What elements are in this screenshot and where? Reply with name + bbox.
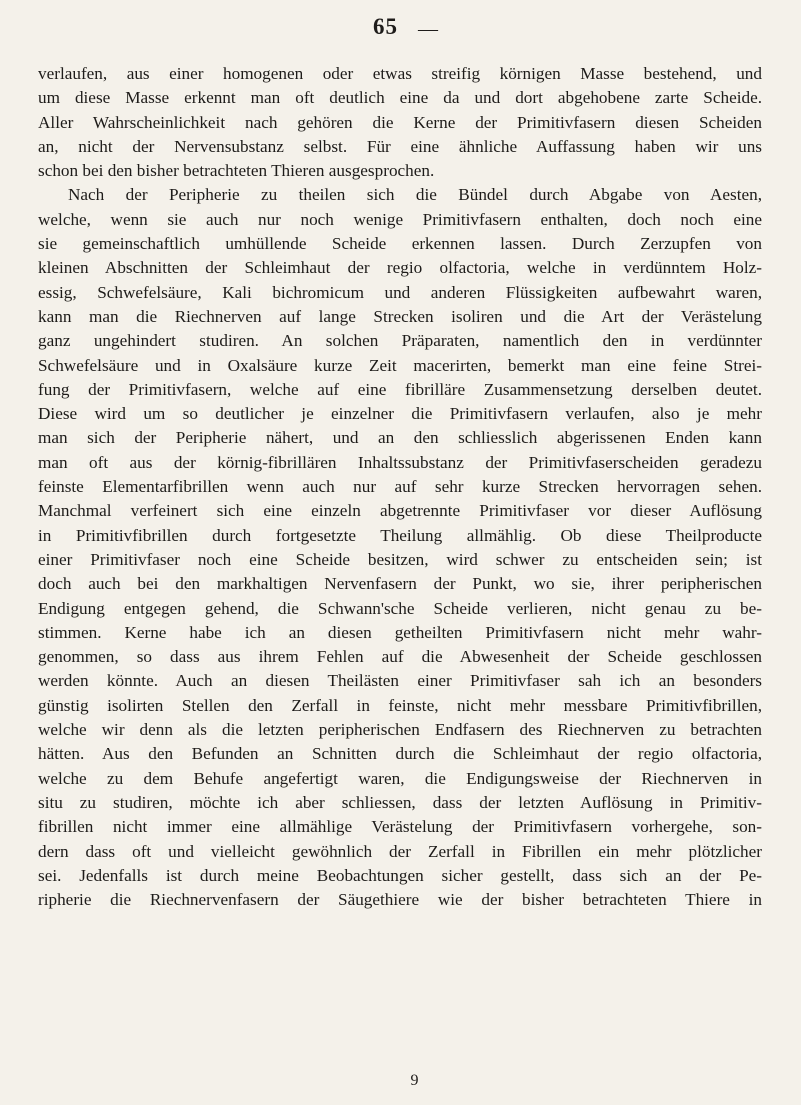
text-line: Schwefelsäure und in Oxalsäure kurze Zeit macerirten, bemerkt man eine feine Strei- — [38, 355, 762, 375]
signature-mark: 9 — [410, 1072, 419, 1089]
text-line: situ zu studiren, möchte ich aber schliessen, dass der letzten Auflösung in Primitiv- — [38, 792, 762, 812]
text-line: Nach der Peripherie zu theilen sich die Bündel durch Abgabe von Aesten, — [68, 185, 762, 205]
text-line: schon bei den bisher betrachteten Thieren ausgesprochen. — [38, 161, 435, 181]
text-line: man sich der Peripherie nähert, und an den schliesslich abgerissenen Enden kann — [38, 428, 762, 448]
header-dash: — — [418, 18, 438, 40]
text-line: ripherie die Riechnervenfasern der Säugethiere wie der bisher betrachteten Thiere in — [38, 890, 762, 910]
text-line: kann man die Riechnerven auf lange Strecken isoliren und die Art der Verästelung — [38, 306, 762, 326]
text-line: kleinen Abschnitten der Schleimhaut der regio olfactoria, welche in verdünntem Holz- — [38, 258, 762, 278]
text-line: feinste Elementarfibrillen wenn auch nur auf sehr kurze Strecken hervorragen sehen. — [38, 477, 762, 497]
body-text — [38, 62, 762, 912]
text-line: Diese wird um so deutlicher je einzelner die Primitivfasern verlaufen, also je mehr — [38, 404, 762, 424]
text-line: werden könnte. Auch an diesen Theilästen einer Primitivfaser sah ich an besonders — [38, 671, 762, 691]
text-line: essig, Schwefelsäure, Kali bichromicum und anderen Flüssigkeiten aufbewahrt waren, — [38, 282, 762, 302]
text-line: fung der Primitivfasern, welche auf eine fibrilläre Zusammensetzung derselben deutet. — [38, 379, 762, 399]
text-line: man oft aus der körnig-fibrillären Inhaltssubstanz der Primitivfaserscheiden geradezu — [38, 452, 762, 472]
text-line: in Primitivfibrillen durch fortgesetzte Theilung allmählig. Ob diese Theilproducte — [38, 525, 762, 545]
text-line: verlaufen, aus einer homogenen oder etwas streifig körnigen Masse bestehend, und — [38, 64, 762, 83]
page-number: 65 — [373, 14, 398, 39]
text-line: welche, wenn sie auch nur noch wenige Primitivfasern enthalten, doch noch eine — [38, 209, 762, 229]
text-line: ganz ungehindert studiren. An solchen Präparaten, namentlich den in verdünnter — [38, 331, 762, 351]
text-line: an, nicht der Nervensubstanz selbst. Für eine ähnliche Auffassung haben wir uns — [38, 136, 762, 156]
text-line: doch auch bei den markhaltigen Nervenfasern der Punkt, wo sie, ihrer peripherischen — [38, 574, 762, 594]
text-line: sei. Jedenfalls ist durch meine Beobachtungen sicher gestellt, dass sich an der Pe- — [38, 865, 762, 885]
text-line: um diese Masse erkennt man oft deutlich eine da und dort abgehobene zarte Scheide. — [38, 88, 762, 108]
text-line: welche wir denn als die letzten peripherischen Endfasern des Riechnerven zu betrachten — [38, 720, 762, 740]
text-line: sie gemeinschaftlich umhüllende Scheide erkennen lassen. Durch Zerzupfen von — [38, 234, 762, 254]
text-line: dern dass oft und vielleicht gewöhnlich der Zerfall in Fibrillen ein mehr plötzlicher — [38, 841, 762, 861]
page-header — [0, 8, 801, 48]
text-line: stimmen. Kerne habe ich an diesen getheilten Primitivfasern nicht mehr wahr- — [38, 622, 762, 642]
text-line: günstig isolirten Stellen den Zerfall in feinste, nicht mehr messbare Primitivfibrillen, — [38, 695, 762, 715]
text-line: genommen, so dass aus ihrem Fehlen auf die Abwesenheit der Scheide geschlossen — [38, 647, 762, 667]
text-line: Aller Wahrscheinlichkeit nach gehören die Kerne der Primitivfasern diesen Scheiden — [38, 112, 762, 132]
text-line: Endigung entgegen gehend, die Schwann'sche Scheide verlieren, nicht genau zu be- — [38, 598, 762, 618]
text-line: fibrillen nicht immer eine allmählige Verästelung der Primitivfasern vorhergehe, son- — [38, 817, 762, 837]
text-line: hätten. Aus den Befunden an Schnitten durch die Schleimhaut der regio olfactoria, — [38, 744, 762, 764]
text-line: Manchmal verfeinert sich eine einzeln abgetrennte Primitivfaser vor dieser Auflösung — [38, 501, 762, 521]
text-line: welche zu dem Behufe angefertigt waren, die Endigungsweise der Riechnerven in — [38, 768, 762, 788]
text-line: einer Primitivfaser noch eine Scheide besitzen, wird schwer zu entscheiden sein; ist — [38, 549, 762, 569]
